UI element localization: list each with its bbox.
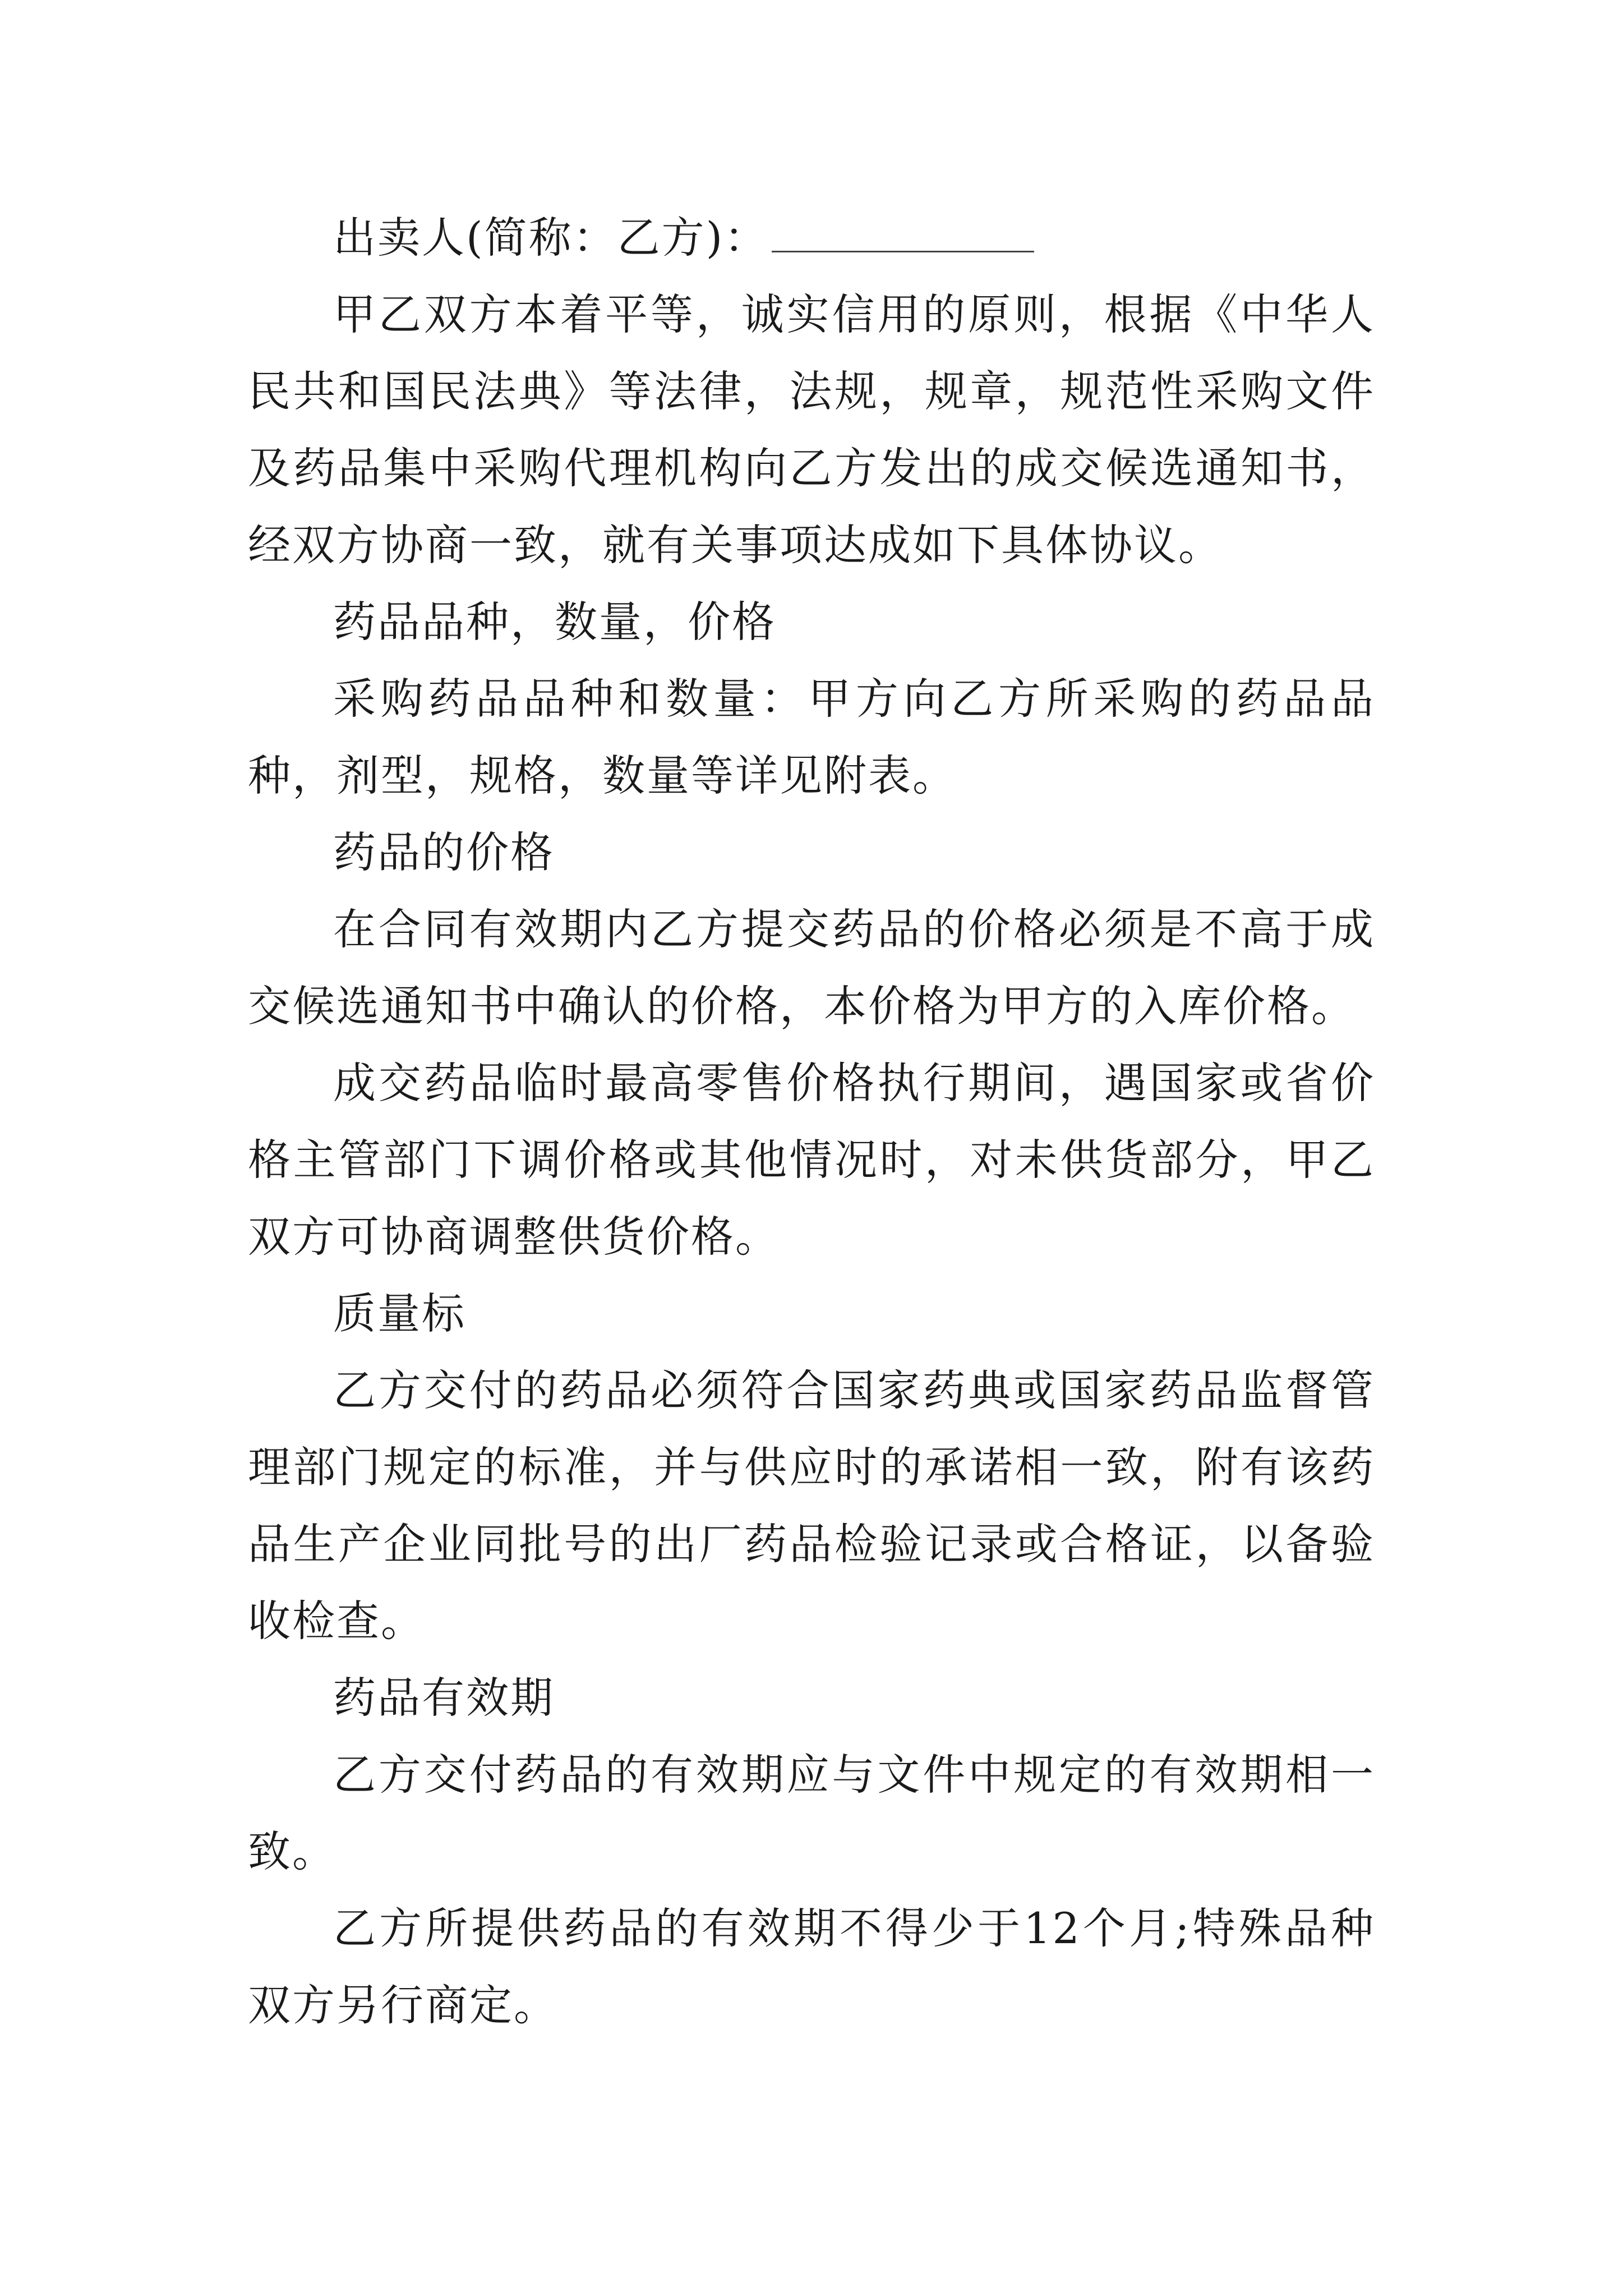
section-heading-price: 药品的价格	[333, 827, 555, 877]
price-paragraph-2: 成交药品临时最高零售价格执行期间，遇国家或省价格主管部门下调价格或其他情况时，对未供货部分，甲乙双方可协商调整供货价格。	[248, 1058, 1375, 1262]
section-heading-variety: 药品品种，数量，价格	[333, 597, 776, 647]
validity-paragraph-2: 乙方所提供药品的有效期不得少于12个月;特殊品种双方另行商定。	[248, 1903, 1375, 2030]
section-heading-validity: 药品有效期	[333, 1673, 555, 1723]
validity-paragraph-1: 乙方交付药品的有效期应与文件中规定的有效期相一致。	[248, 1750, 1375, 1876]
variety-paragraph: 采购药品品种和数量：甲方向乙方所采购的药品品种，剂型，规格，数量等详见附表。	[248, 674, 1375, 800]
quality-paragraph: 乙方交付的药品必须符合国家药典或国家药品监督管理部门规定的标准，并与供应时的承诺相一致，附有该药品生产企业同批号的出厂药品检验记录或合格证，以备验收检查。	[248, 1365, 1375, 1646]
seller-line	[248, 199, 1375, 276]
intro-paragraph: 甲乙双方本着平等，诚实信用的原则，根据《中华人民共和国民法典》等法律，法规，规章，规范性采购文件及药品集中采购代理机构向乙方发出的成交候选通知书，经双方协商一致，就有关事项达成如下具体协议。	[248, 289, 1375, 570]
document-body	[248, 199, 1375, 2044]
seller-blank-field	[772, 217, 1034, 252]
section-heading-quality: 质量标	[333, 1289, 466, 1338]
price-paragraph-1: 在合同有效期内乙方提交药品的价格必须是不高于成交候选通知书中确认的价格，本价格为甲方的入库价格。	[248, 904, 1375, 1031]
seller-label: 出卖人(简称：乙方)：	[333, 213, 769, 263]
